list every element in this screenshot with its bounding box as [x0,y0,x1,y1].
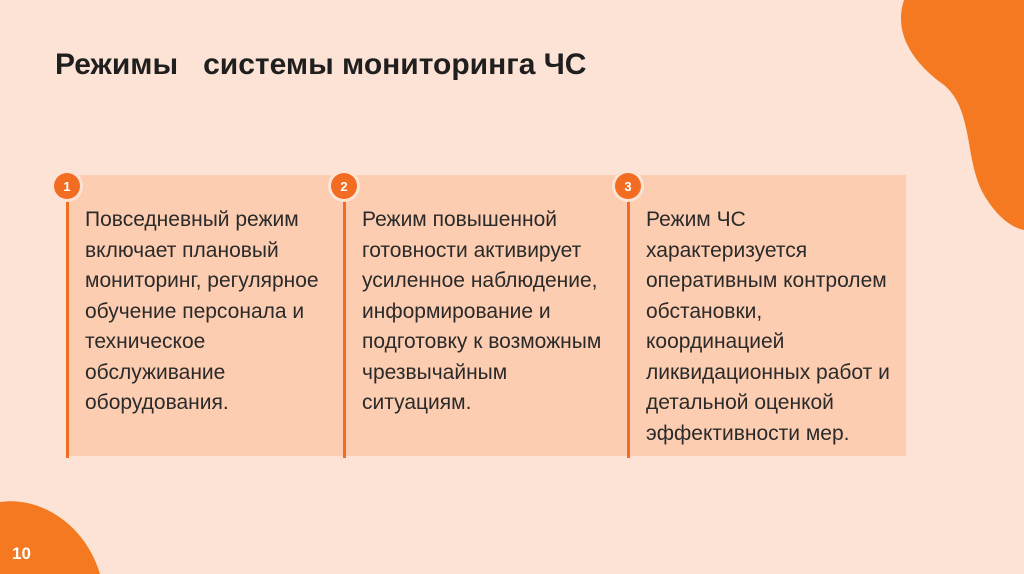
column-1-text: Повседневный режим включает плановый мониторинг, регулярное обучение персонала и техническое обслуживание оборудования. [85,208,319,414]
column-3-line [627,186,630,458]
column-2-text: Режим повышенной готовности активирует усиленное наблюдение, информирование и подготовку к возможным чрезвычайным ситуациям. [362,208,602,414]
column-2-line [343,186,346,458]
page-number: 10 [12,544,31,563]
slide-title: Режимы системы мониторинга ЧС [55,48,587,81]
column-1-line [66,186,69,458]
column-3-number-badge: 3 [615,173,641,199]
column-1-number-badge: 1 [54,173,80,199]
column-2-number-badge: 2 [331,173,357,199]
column-3-text: Режим ЧС характеризуется оперативным контролем обстановки, координацией ликвидационных работ и детальной оценкой эффективности мер. [646,208,890,445]
